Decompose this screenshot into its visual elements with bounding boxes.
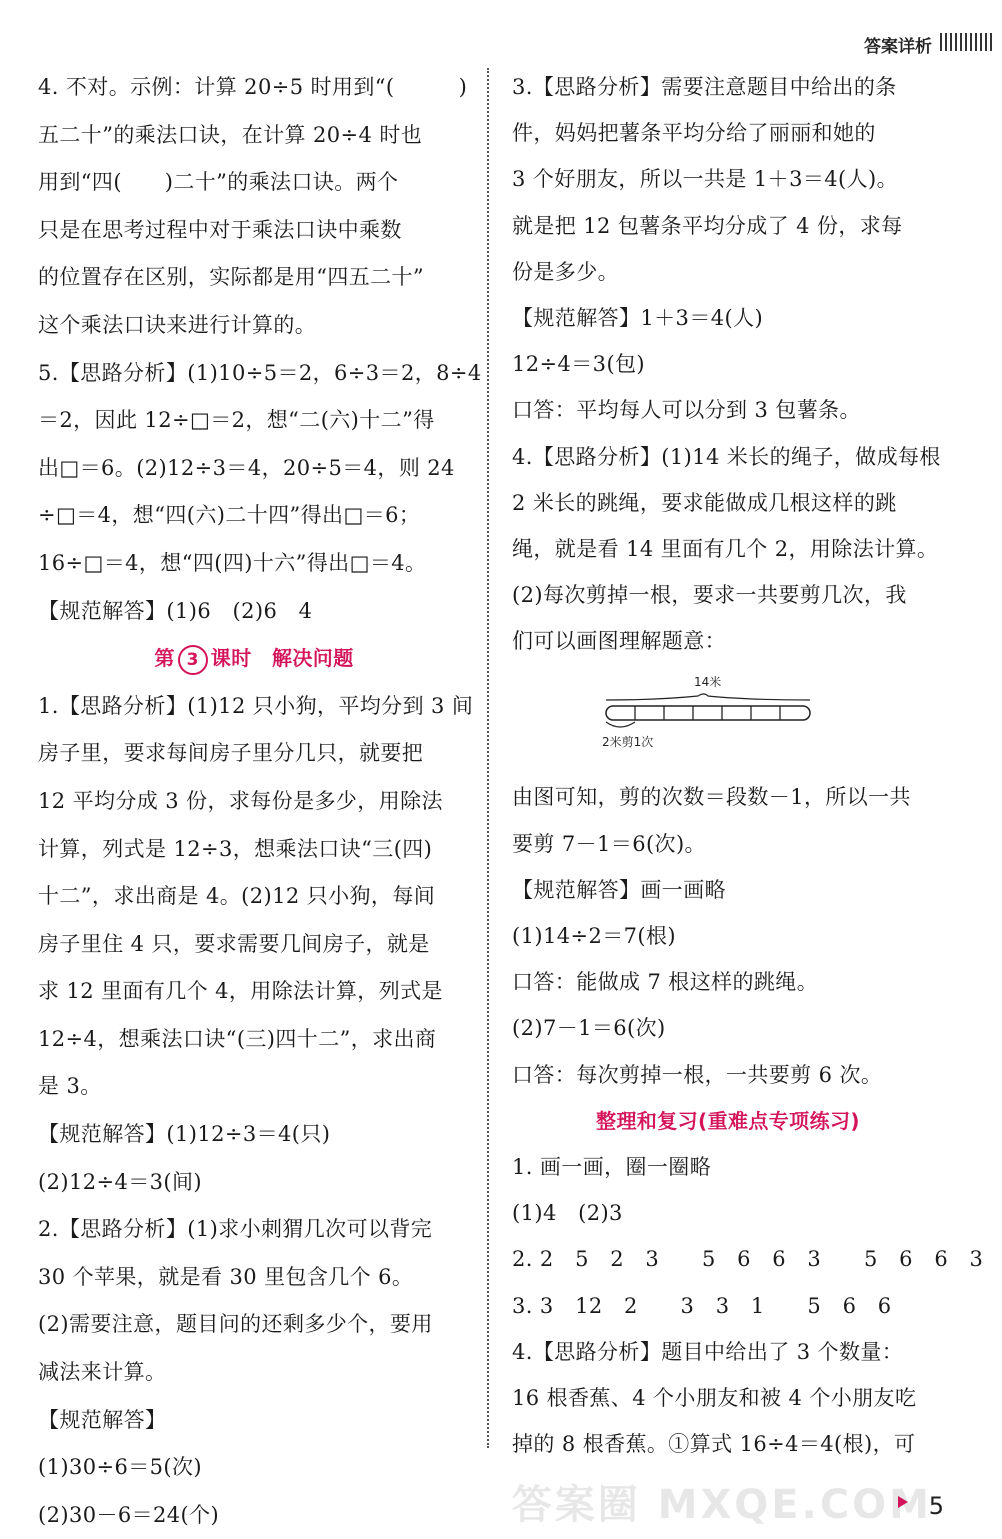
- text-line: 12÷4＝3(包): [512, 352, 646, 377]
- q5-answer: [38, 350, 482, 636]
- text-line: 计算，列式是 12÷3，想乘法口诀“三(四): [38, 836, 433, 861]
- text-line: 3.【思路分析】需要注意题目中给出的条: [512, 75, 897, 99]
- text-line: 16÷□＝4，想“四(四)十六”得出□＝4。: [38, 550, 427, 575]
- text-line: ＝2，因此 12÷□＝2，想“二(六)十二”得: [38, 408, 435, 433]
- cut-label: 2米剪1次: [602, 735, 654, 750]
- section-suffix: 课时 解决问题: [210, 646, 354, 671]
- text-line: 的位置存在区别，实际都是用“四五二十”: [38, 265, 425, 290]
- text-line: 3 个好朋友，所以一共是 1＋3＝4(人)。: [512, 167, 898, 192]
- text-line: 30 个苹果，就是看 30 里包含几个 6。: [38, 1264, 414, 1289]
- text-line: (2)12÷4＝3(间): [38, 1169, 202, 1194]
- s3-answer: [512, 64, 944, 434]
- text-line: 们可以画图理解题意：: [512, 629, 726, 654]
- text-line: 是 3。: [38, 1074, 102, 1099]
- text-line: 绳，就是看 14 里面有几个 2，用除法计算。: [512, 536, 939, 561]
- text-line: 减法来计算。: [38, 1360, 167, 1385]
- text-line: 出□＝6。(2)12÷3＝4，20÷5＝4，则 24: [38, 455, 455, 480]
- text-line: 五二十”的乘法口诀，在计算 20÷4 时也: [38, 122, 423, 147]
- lesson-number-badge: 3: [178, 645, 208, 675]
- text-line: 件，妈妈把薯条平均分给了丽丽和她的: [512, 121, 876, 146]
- review-section-title: 整理和复习(重难点专项练习): [596, 1108, 860, 1133]
- text-line: 求 12 里面有几个 4，用除法计算，列式是: [38, 979, 443, 1004]
- text-line: 【规范解答】: [38, 1407, 167, 1432]
- segment-brace: [606, 722, 635, 727]
- s1-answer: [38, 683, 474, 1207]
- q4-answer: [38, 64, 470, 350]
- s4-answer-cont: [512, 774, 944, 1097]
- text-line: 2 米长的跳绳，要求能做成几根这样的跳: [512, 490, 897, 515]
- s4-answer: [512, 434, 944, 665]
- text-line: (2)7－1＝6(次): [512, 1016, 666, 1041]
- section-title: [38, 635, 470, 683]
- text-line: 只是在思考过程中对于乘法口诀中乘数: [38, 217, 402, 242]
- text-line: 掉的 8 根香蕉。①算式 16÷4＝4(根)，可: [512, 1432, 916, 1457]
- left-column: [38, 64, 482, 1539]
- text-line: 【规范解答】画一画略: [512, 877, 726, 902]
- page-number: 5: [928, 1492, 944, 1520]
- column-divider: [487, 68, 489, 1448]
- text-line: 2. 2 5 2 3 5 6 6 3 5 6 6 3: [512, 1247, 984, 1272]
- text-line: 4.【思路分析】(1)14 米长的绳子，做成每根: [512, 444, 941, 469]
- text-line: 1. 画一画，圈一圈略: [512, 1154, 712, 1179]
- text-line: 房子里住 4 只，要求需要几间房子，就是: [38, 931, 430, 956]
- text-line: (2)30－6＝24(个): [38, 1502, 220, 1527]
- text-line: (2)需要注意，题目问的还剩多少个，要用: [38, 1312, 433, 1337]
- text-line: 份是多少。: [512, 259, 619, 284]
- segment-marks: [635, 706, 780, 720]
- text-line: ÷□＝4，想“四(六)二十四”得出□＝6；: [38, 503, 421, 528]
- text-line: 4.【思路分析】题目中给出了 3 个数量：: [512, 1339, 904, 1364]
- text-line: 3. 3 12 2 3 3 1 5 6 6: [512, 1293, 892, 1318]
- text-line: (1)30÷6＝5(次): [38, 1455, 202, 1480]
- text-line: 4. 不对。示例：计算 20÷5 时用到“( ): [38, 75, 468, 99]
- text-line: 房子里，要求每间房子里分几只，就要把: [38, 741, 424, 766]
- text-line: 5.【思路分析】(1)10÷5＝2，6÷3＝2，8÷4: [38, 360, 482, 385]
- s2-answer: [38, 1206, 470, 1539]
- text-line: 2.【思路分析】(1)求小刺猬几次可以背完: [38, 1217, 433, 1242]
- text-line: 12 平均分成 3 份，求每份是多少，用除法: [38, 788, 443, 813]
- text-line: (2)每次剪掉一根，要求一共要剪几次，我: [512, 583, 907, 608]
- text-line: 这个乘法口诀来进行计算的。: [38, 312, 317, 337]
- text-line: 口答：能做成 7 根这样的跳绳。: [512, 970, 819, 995]
- text-line: 【规范解答】1＋3＝4(人): [512, 305, 764, 330]
- rope-length-label: 14米: [694, 675, 722, 690]
- text-line: 口答：平均每人可以分到 3 包薯条。: [512, 398, 861, 423]
- header-decor-bars: [940, 33, 994, 51]
- text-line: 【规范解答】(1)6 (2)6 4: [38, 598, 313, 623]
- text-line: (1)4 (2)3: [512, 1201, 623, 1226]
- text-line: 1.【思路分析】(1)12 只小狗，平均分到 3 间: [38, 693, 474, 718]
- text-line: (1)14÷2＝7(根): [512, 924, 676, 948]
- text-line: 16 根香蕉、4 个小朋友和被 4 个小朋友吃: [512, 1385, 917, 1410]
- header-label: 答案详析: [864, 37, 932, 57]
- text-line: 用到“四( )二十”的乘法口诀。两个: [38, 170, 399, 195]
- text-line: 12÷4，想乘法口诀“(三)四十二”，求出商: [38, 1026, 437, 1051]
- text-line: 【规范解答】(1)12÷3＝4(只): [38, 1122, 331, 1147]
- text-line: 口答：每次剪掉一根，一共要剪 6 次。: [512, 1062, 883, 1087]
- text-line: 就是把 12 包薯条平均分成了 4 份，求每: [512, 213, 903, 238]
- text-line: 由图可知，剪的次数＝段数－1，所以一共: [512, 785, 911, 810]
- right-column: [512, 64, 984, 1467]
- review-answers: [512, 1144, 984, 1467]
- watermark-logo: 答案圈 MXQE.COM: [511, 1482, 932, 1528]
- text-line: 十二”，求出商是 4。(2)12 只小狗，每间: [38, 884, 436, 909]
- page-marker-icon: [898, 1496, 908, 1508]
- length-brace: [606, 694, 810, 700]
- section-prefix: 第: [154, 646, 175, 671]
- rope-diagram: [512, 664, 944, 774]
- text-line: 要剪 7－1＝6(次)。: [512, 831, 706, 856]
